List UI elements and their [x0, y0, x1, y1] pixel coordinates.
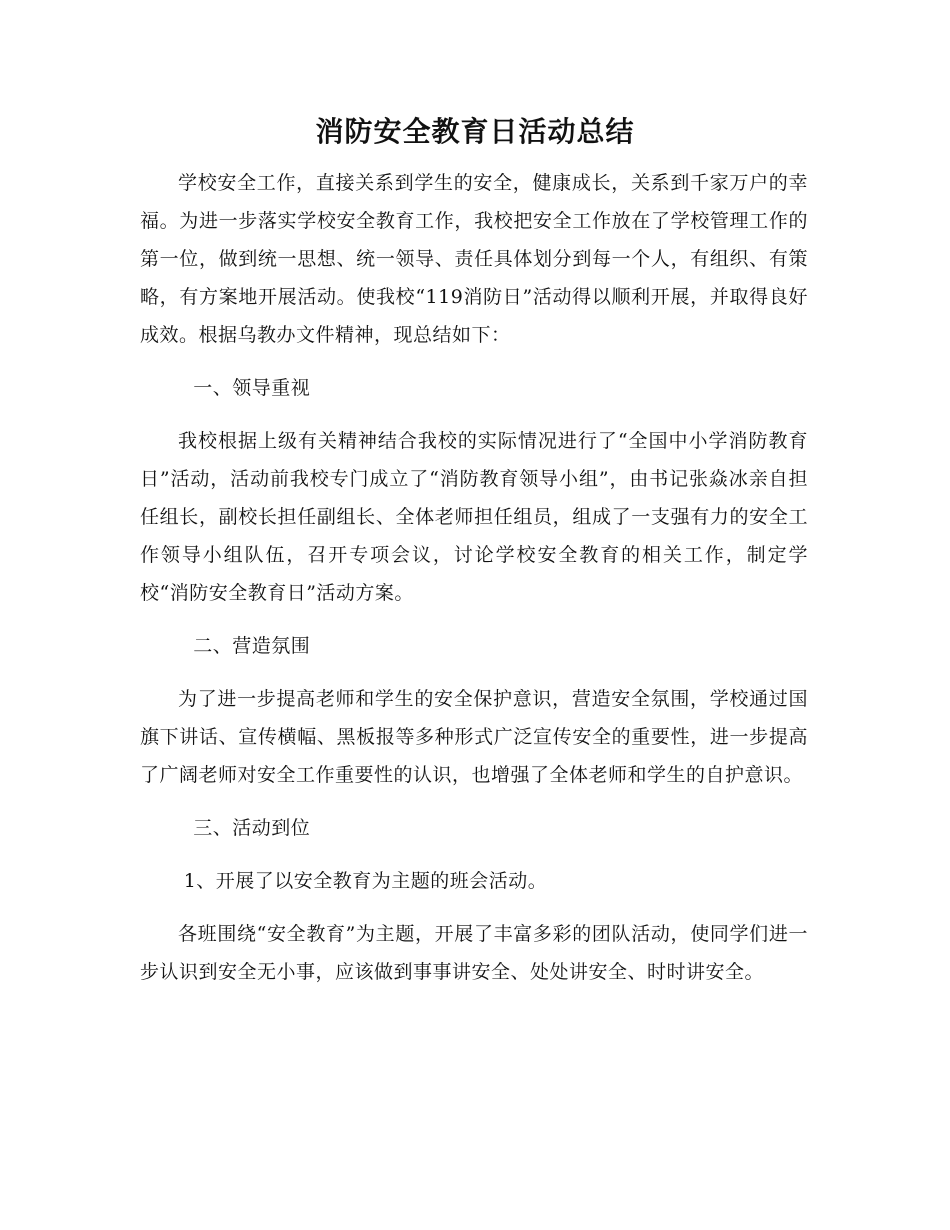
section-heading-activities: 三、活动到位: [193, 817, 311, 839]
paragraph-gap: [140, 354, 808, 369]
document-title: 消防安全教育日活动总结: [315, 115, 635, 148]
section-body-activities: 各班围绕“安全教育”为主题，开展了丰富多彩的团队活动，使同学们进一步认识到安全无小事，应该做到事事讲安全、处处讲安全、时时讲安全。: [140, 923, 808, 983]
paragraph-gap: [140, 612, 808, 627]
section-heading-leadership: 一、领导重视: [193, 377, 311, 399]
intro-paragraph: 学校安全工作，直接关系到学生的安全，健康成长，关系到千家万户的幸福。为进一步落实学校安全教育工作，我校把安全工作放在了学校管理工作的第一位，做到统一思想、统一领导、责任具体划分到每一个人，有组织、有策略，有方案地开展活动。使我校“119消防日”活动得以顺利开展，并取得良好成效。根据乌教办文件精神，现总结如下：: [140, 172, 808, 346]
section-body-atmosphere: 为了进一步提高老师和学生的安全保护意识，营造安全氛围，学校通过国旗下讲话、宣传横幅、黑板报等多种形式广泛宣传安全的重要性，进一步提高了广阔老师对安全工作重要性的认识，也增强了全体老师和学生的自护意识。: [140, 688, 808, 786]
paragraph-gap: [140, 900, 808, 915]
paragraph-gap: [140, 407, 808, 422]
paragraph-gap: [140, 665, 808, 680]
section-body-leadership: 我校根据上级有关精神结合我校的实际情况进行了“全国中小学消防教育日”活动，活动前我校专门成立了“消防教育领导小组”，由书记张焱冰亲自担任组长，副校长担任副组长、全体老师担任组员，组成了一支强有力的安全工作领导小组队伍，召开专项会议，讨论学校安全教育的相关工作，制定学校“消防安全教育日”活动方案。: [140, 430, 808, 604]
section-heading-atmosphere: 二、营造氛围: [193, 635, 311, 657]
activity-subheading: 1、开展了以安全教育为主题的班会活动。: [183, 870, 548, 892]
paragraph-gap: [140, 847, 808, 862]
document-body: [140, 164, 808, 991]
paragraph-gap: [140, 794, 808, 809]
